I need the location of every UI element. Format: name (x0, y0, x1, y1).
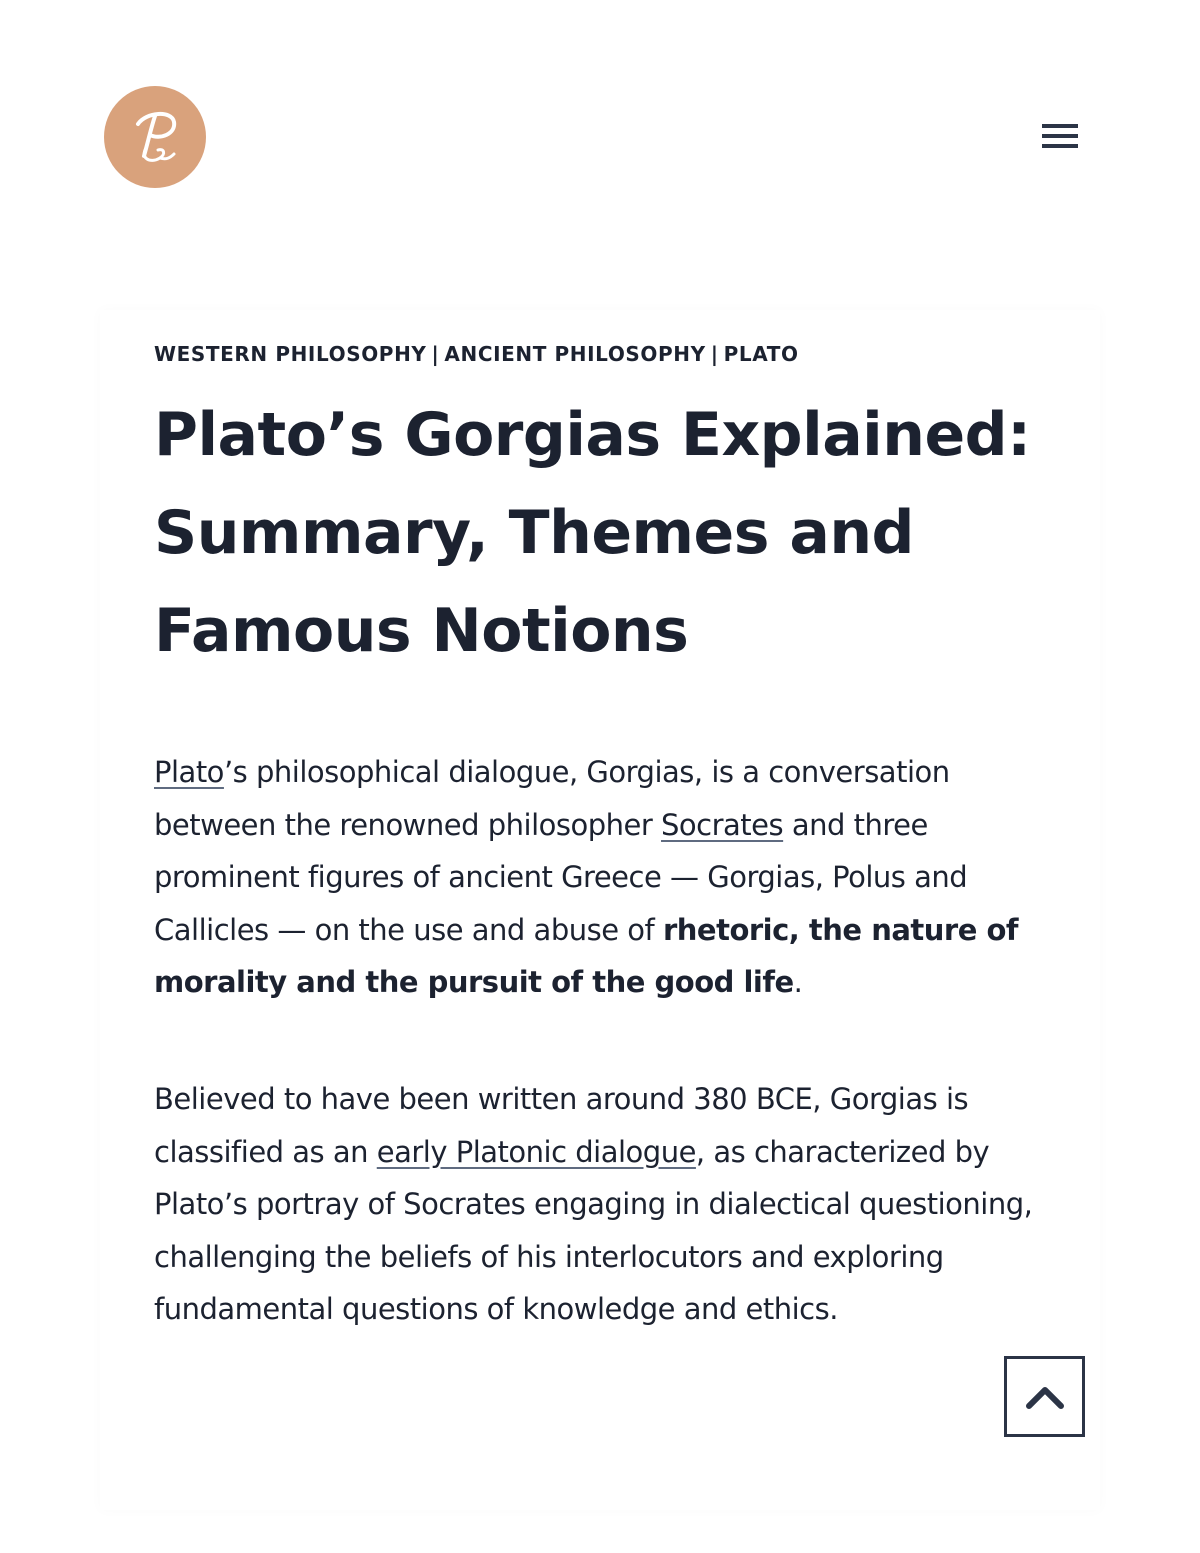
paragraph-text: Believed to have been written around 380 BCE, Gorgias is classified as an (154, 1082, 969, 1169)
paragraph-text: , as characterized by Plato’s portray of Socrates engaging in dialectical questioning, challenging the beliefs of his interlocutors and exploring fundamental questions of knowledge and ethics. (154, 1134, 1033, 1326)
site-logo[interactable] (104, 86, 206, 188)
link-early-platonic-dialogue[interactable]: early Platonic dialogue (376, 1134, 696, 1169)
scroll-to-top-button[interactable] (1004, 1356, 1085, 1437)
category-link-plato[interactable]: PLATO (723, 342, 799, 366)
chevron-up-icon (1025, 1384, 1065, 1410)
link-plato[interactable]: Plato (154, 755, 224, 789)
paragraph-text: ’s philosophical dialogue, Gorgias, is a conversation between the renowned philosopher (154, 755, 950, 842)
category-link-western-philosophy[interactable]: WESTERN PHILOSOPHY (154, 342, 427, 366)
hamburger-menu-icon (1042, 122, 1078, 150)
site-header (0, 0, 1200, 270)
category-links (154, 340, 1054, 368)
intro-paragraph-1 (154, 746, 1054, 1009)
paragraph-text: . (793, 965, 803, 999)
article-title: Plato’s Gorgias Explained: Summary, Themes and Famous Notions (154, 400, 1031, 666)
script-p-logo-icon (120, 102, 190, 172)
category-separator: | (710, 342, 719, 366)
menu-toggle-button[interactable] (1032, 116, 1088, 156)
bold-text: rhetoric, the nature of morality and the pursuit of the good life (154, 912, 1019, 999)
category-separator: | (431, 342, 440, 366)
link-socrates[interactable]: Socrates (661, 807, 784, 842)
intro-paragraph-2 (154, 1073, 1054, 1336)
paragraph-text: and three prominent figures of ancient Greece — Gorgias, Polus and Callicles — on the use and abuse of (154, 807, 968, 947)
category-link-ancient-philosophy[interactable]: ANCIENT PHILOSOPHY (444, 342, 706, 366)
